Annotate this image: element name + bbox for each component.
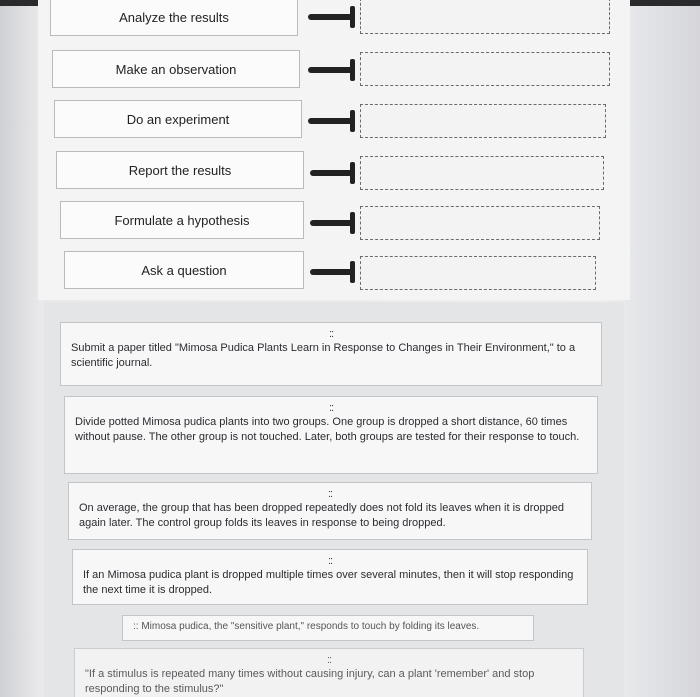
connector-handle[interactable]: [350, 162, 355, 184]
connector: [310, 220, 354, 226]
connector-handle[interactable]: [350, 261, 355, 283]
answer-card[interactable]: [74, 648, 584, 697]
connector-handle[interactable]: [350, 110, 355, 132]
drop-zone-5[interactable]: [360, 206, 600, 240]
answer-bank: [44, 302, 624, 697]
step-analyze-results[interactable]: Analyze the results: [50, 0, 298, 36]
drag-handle-icon[interactable]: ::: [328, 402, 334, 414]
drop-zone-3[interactable]: [360, 104, 606, 138]
step-do-experiment[interactable]: Do an experiment: [54, 100, 302, 138]
answer-card[interactable]: [72, 549, 588, 605]
connector: [308, 67, 354, 73]
drag-handle-icon[interactable]: ::: [133, 621, 139, 632]
connector-handle[interactable]: [350, 59, 355, 81]
card-text: Mimosa pudica, the "sensitive plant," responds to touch by folding its leaves.: [141, 621, 480, 632]
answer-card[interactable]: [64, 396, 598, 474]
card-text: Submit a paper titled "Mimosa Pudica Plants Learn in Response to Changes in Their Environment," to a scientific journal.: [71, 342, 576, 369]
step-ask-question[interactable]: Ask a question: [64, 251, 304, 289]
drop-zone-4[interactable]: [360, 156, 604, 190]
connector: [308, 118, 354, 124]
drop-zone-6[interactable]: [360, 256, 596, 290]
card-text: Divide potted Mimosa pudica plants into two groups. One group is dropped a short distance, 60 times without pause. The other group is not touched. Later, both groups are tested for their response to touch.: [75, 416, 580, 443]
card-text: On average, the group that has been dropped repeatedly does not fold its leaves when it is dropped again later. The control group folds its leaves in response to being dropped.: [79, 502, 564, 529]
step-make-observation[interactable]: Make an observation: [52, 50, 300, 88]
drag-handle-icon[interactable]: ::: [328, 328, 334, 340]
drag-handle-icon[interactable]: ::: [327, 488, 333, 500]
connector-handle[interactable]: [350, 6, 355, 28]
answer-card[interactable]: [60, 322, 602, 386]
card-text: If an Mimosa pudica plant is dropped multiple times over several minutes, then it will stop responding the next time it is dropped.: [83, 569, 574, 596]
matching-panel: [38, 0, 630, 300]
connector-handle[interactable]: [350, 212, 355, 234]
answer-card[interactable]: [68, 482, 592, 540]
drag-handle-icon[interactable]: ::: [327, 555, 333, 567]
drop-zone-2[interactable]: [360, 52, 610, 86]
drag-handle-icon[interactable]: ::: [326, 654, 332, 666]
card-text: "If a stimulus is repeated many times without causing injury, can a plant 'remember' and stop responding to the stimulus?": [85, 668, 535, 695]
connector: [310, 269, 354, 275]
drop-zone-1[interactable]: [360, 0, 610, 34]
step-report-results[interactable]: Report the results: [56, 151, 304, 189]
connector: [308, 14, 354, 20]
step-formulate-hypothesis[interactable]: Formulate a hypothesis: [60, 201, 304, 239]
connector: [310, 170, 354, 176]
answer-card[interactable]: [122, 615, 534, 641]
